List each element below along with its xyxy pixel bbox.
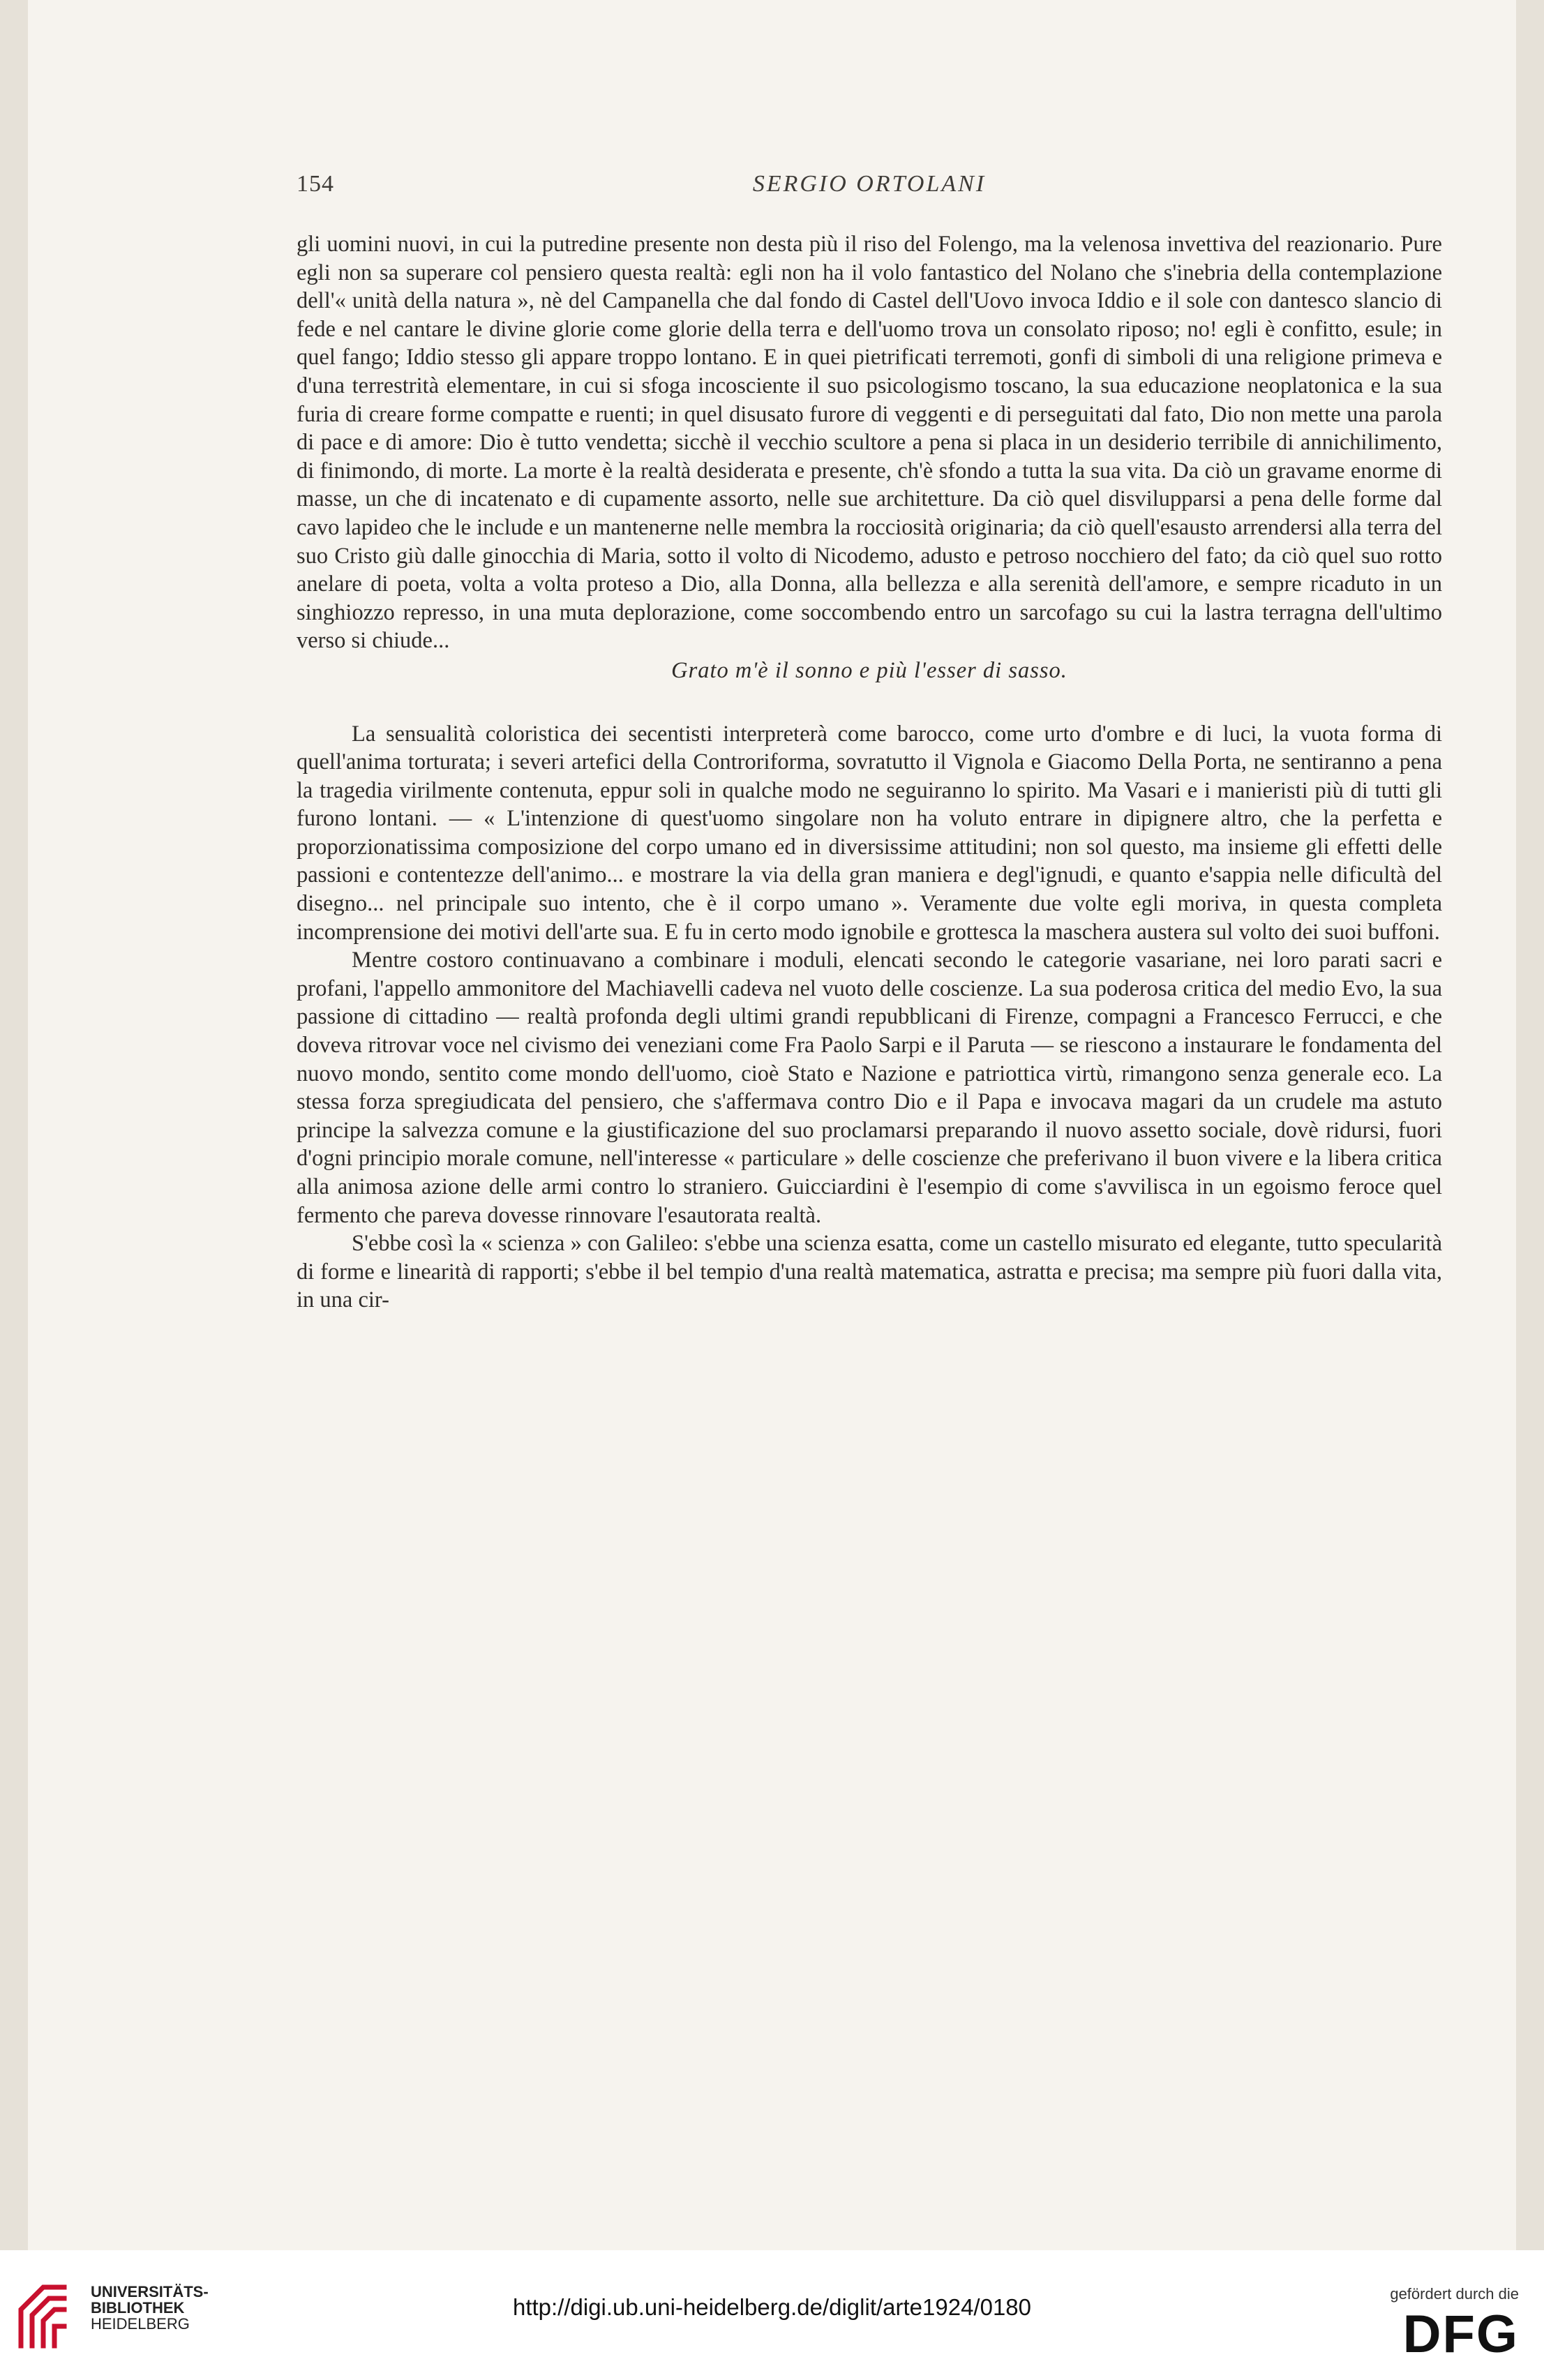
dfg-logo: DFG xyxy=(1402,2305,1519,2364)
source-url-link[interactable]: http://digi.ub.uni-heidelberg.de/diglit/arte1924/0180 xyxy=(512,2294,1032,2320)
running-head xyxy=(297,171,1442,206)
footer-bar xyxy=(0,2250,1544,2380)
library-name-line: HEIDELBERG xyxy=(91,2315,190,2333)
running-title: SERGIO ORTOLANI xyxy=(752,171,987,197)
paragraph: gli uomini nuovi, in cui la putredine presente non desta più il riso del Folengo, ma la velenosa invettiva del reazionario. Pure egli non sa superare col pensiero questa realtà: egli non ha il volo fantastico del Nolano che s'inebria della contemplazione dell'« unità della natura », nè del Campanella che dal fondo di Castel dell'Uovo invoca Iddio e il sole con dantesco slancio di fede e nel cantare le divine glorie come glorie della terra e dell'uomo trova un consolato riposo; no! egli è confitto, esule; in quel fango; Iddio stesso gli appare troppo lontano. E in quei pietrificati terremoti, gonfi di simboli di una religione primeva e d'una terrestrità elementare, in cui si sfoga incosciente il suo psicologismo toscano, la sua educazione neoplatonica e la sua furia di creare forme compatte e ruenti; in quel disusato furore di veggenti e di perseguitati dal fato, Dio non mette una parola di pace e di amore: Dio è tutto vendetta; sicchè il vecchio scultore a pena si placa in un desiderio terribile di annichilimento, di finimondo, di morte. La morte è la realtà desiderata e presente, ch'è sfondo a tutta la sua vita. Da ciò un gravame enorme di masse, un che di incatenato e di cupamente assorto, nelle sue architetture. Da ciò quel disvilupparsi a pena delle forme dal cavo lapideo che le include e un mantenerne nelle membra la rocciosità originaria; da ciò quell'esausto arrendersi alla terra del suo Cristo giù dalle ginocchia di Maria, sotto il volto di Nicodemo, adusto e petroso nocchiero del fato; da ciò quel suo rotto anelare di poeta, volta a volta proteso a Dio, alla Donna, alla bellezza e alla serenità dell'amore, e sempre ricaduto in un singhiozzo represso, in una muta deplorazione, come soccombendo entro un sarcofago su cui la lastra terragna dell'ultimo verso si chiude... xyxy=(297,232,1442,654)
body-text xyxy=(297,230,1442,1315)
paragraph: S'ebbe così la « scienza » con Galileo: s'ebbe una scienza esatta, come un castello misurato ed elegante, tutto specularità di forme e linearità di rapporti; s'ebbe il bel tempio d'una realtà matematica, astratta e precisa; ma sempre più fuori dalla vita, in una cir- xyxy=(297,1231,1442,1313)
verse-quote: Grato m'è il sonno e più l'esser di sasso. xyxy=(671,657,1067,683)
library-name-line: BIBLIOTHEK xyxy=(91,2299,185,2317)
library-name-line: UNIVERSITÄTS- xyxy=(91,2283,209,2300)
page-number: 154 xyxy=(297,171,334,197)
paragraph: La sensualità coloristica dei secentisti interpreterà come barocco, come urto d'ombre e di luci, la vuota forma di quell'anima torturata; i severi artefici della Controriforma, sovratutto il Vignola e Giacomo Della Porta, ne sentiranno a pena la tragedia virilmente contenuta, eppur soli in qualche modo ne seguiranno lo spirito. Ma Vasari e i manieristi più di tutti gli furono lontani. — « L'intenzione di quest'uomo singolare non ha voluto entrare in dipignere altro, che la perfetta e proporzionatissima composizione del corpo umano ed in diversissime attitudini; non sol questo, ma insieme gli effetti delle passioni e contentezze dell'animo... e mostrare la via della gran maniera e degl'ignudi, e quanto e'sappia nelle dificultà del disegno... nel principale suo intento, che è il corpo umano ». Veramente due volte egli moriva, in questa completa incomprensione dei motivi dell'arte sua. E fu in certo modo ignobile e grottesca la maschera austera sul volto dei suoi buffoni. xyxy=(297,721,1442,945)
paragraph: Mentre costoro continuavano a combinare i moduli, elencati secondo le categorie vasariane, nei loro parati sacri e profani, l'appello ammonitore del Machiavelli cadeva nel vuoto delle coscienze. La sua poderosa critica del medio Evo, la sua passione di cittadino — realtà profonda degli ultimi grandi repubblicani di Firenze, compagni a Francesco Ferrucci, e che doveva ritrovar voce nel civismo dei veneziani come Fra Paolo Sarpi e il Paruta — se riescono a instaurare le fondamenta del nuovo mondo, sentito come mondo dell'uomo, cioè Stato e Nazione e patriottica virtù, rimangono senza generale eco. La stessa forza spregiudicata del pensiero, che s'affermava contro Dio e il Papa e invocava magari da un crudele ma astuto principe la salvezza comune e la giustificazione del suo proclamarsi preparando il nuovo assetto sociale, dovè ridursi, fuori d'ogni principio morale comune, nell'interesse « particulare » delle coscienze che preferivano il buon vivere e la libera critica alla animosa azione delle armi contro lo straniero. Guicciardini è l'esempio di come s'avvilisca in un egoismo feroce quel fermento che pareva dovesse rinnovare l'esautorata realtà. xyxy=(297,948,1442,1228)
funding-caption: gefördert durch die xyxy=(1390,2285,1519,2303)
